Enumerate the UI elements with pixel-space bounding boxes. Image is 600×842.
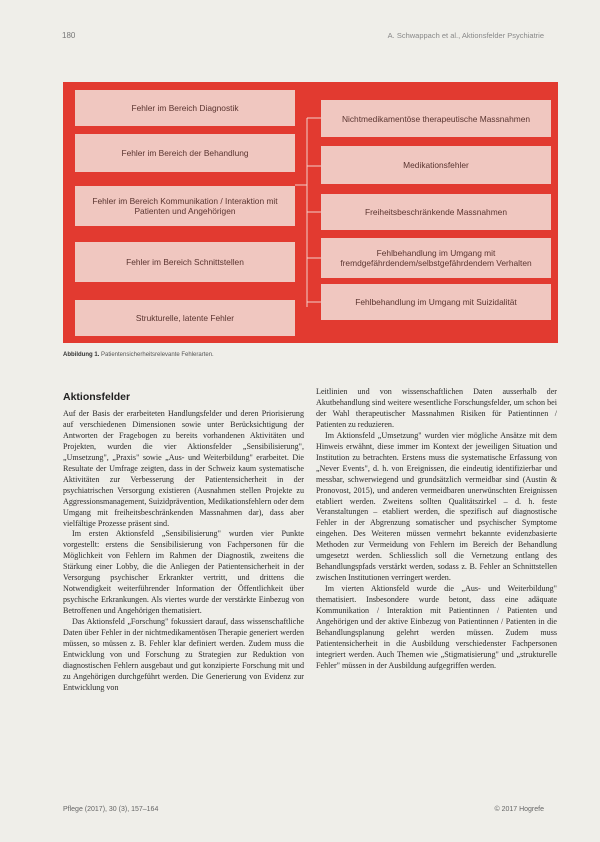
paragraph: Im Aktionsfeld „Umsetzung" wurden vier mögliche Ansätze mit dem Hinweis erwähnt, diese immer im Kontext der jeweiligen Situation und Institution zu betrachten. Erstens muss die systematische Erfassung von „Never Events", d. h. von Ereignissen, die eindeutig identifizierbar und messbar, schwerwiegend und grundsätzlich vermeidbar sind (Austin & Pronovost, 2015), und anderen vermeidbaren unerwünschten Ereignissen etabliert werden. Zweitens sollten Qualitätszirkel – d. h. feste Veranstaltungen – etabliert werden, die spezifisch auf diagnostische Fehler in der Abgrenzung somatischer und psychischer Symptome eingehen. Des Weiteren müssen vermehrt bekannte evidenzbasierte Methoden zur Vermeidung von Fehlern im Bereich der Behandlung umgesetzt werden. Schliesslich soll die Vernetzung entlang des Behandlungspfads verstärkt werden, sodass z. B. Fehler an Schnittstellen zwischen Institutionen verringert werden. xyxy=(316,430,557,583)
figure-error-types xyxy=(63,82,558,343)
caption-label: Abbildung 1. xyxy=(63,352,100,358)
left-column xyxy=(63,409,304,694)
paragraph: Leitlinien und von wissenschaftlichen Daten ausserhalb der Akutbehandlung sind weitere wesentliche Forschungsfelder, um schon bei der Wahl therapeutischer Massnahmen Risiken für Patientinnen / Patienten zu reduzieren. xyxy=(316,387,557,429)
right-box-restraint: Freiheitsbeschränkende Massnahmen xyxy=(321,194,551,230)
right-box-suicidality: Fehlbehandlung im Umgang mit Suizidalität xyxy=(321,284,551,320)
left-box-diagnostics: Fehler im Bereich Diagnostik xyxy=(75,90,295,126)
paragraph: Im vierten Aktionsfeld wurde die „Aus- und Weiterbildung" thematisiert. Insbesondere wurde betont, dass eine adäquate Kommunikation / Interaktion mit Patientinnen / Patienten und Angehörigen und der aktive Einbezug von Patientinnen / Patienten in die Behandlungsplanung gelehrt werden müssen. Zudem muss Patientensicherheit in die Ausbildung verschiedenster Fachpersonen integriert werden. Auch Themen wie „Stigmatisierung" und „strukturelle Fehler" müssen in der Ausbildung aufgegriffen werden. xyxy=(316,584,557,670)
paragraph: Auf der Basis der erarbeiteten Handlungsfelder und deren Priorisierung auf verschiedenen Dimensionen sowie unter Berücksichtigung der Antworten der Fragebogen zu bereits vorhandenen Aktivitäten und Projekten, wurden die vier Aktionsfelder „Sensibilisierung", „Umsetzung", „Praxis" sowie „Aus- und Weiterbildung" erarbeitet. Die Resultate der Umfrage zeigten, dass in der Schweiz kaum systematische Aktivitäten zur Verbesserung der Patientensicherheit in der psychiatrischen Versorgung existieren (Ausnahmen stellen Projekte zu Aggressionsmanagement, Suizidprävention, Medikationsfehlern oder dem Umgang mit freiheitsbeschränkenden Massnahmen dar), dass aber vielfältige Prozesse präsent sind. xyxy=(63,409,304,528)
section-title: Aktionsfelder xyxy=(63,391,131,403)
left-box-structural: Strukturelle, latente Fehler xyxy=(75,300,295,336)
left-box-treatment: Fehler im Bereich der Behandlung xyxy=(75,134,295,172)
caption-text: Patientensicherheitsrelevante Fehlerarten. xyxy=(99,352,214,358)
right-box-harmful-behavior: Fehlbehandlung im Umgang mit fremdgefährdendem/selbstgefährdendem Verhalten xyxy=(321,238,551,278)
right-column xyxy=(316,387,557,672)
right-box-nonmedication: Nichtmedikamentöse therapeutische Massnahmen xyxy=(321,100,551,137)
page-number: 180 xyxy=(62,31,76,40)
figure-caption xyxy=(63,352,214,358)
paragraph: Das Aktionsfeld „Forschung" fokussiert darauf, dass wissenschaftliche Daten über Fehler in der nichtmedikamentösen Therapie generiert werden müssen, so müssen z. B. Fehler klar definiert werden. Zudem muss die Entwicklung von und Forschung zu Strategien zur Reduktion von diagnostischen Fehlern ausgebaut und gut konzipierte Forschung mit und zu Angehörigen durchgeführt werden. Die Generierung von Evidenz zur Entwicklung von xyxy=(63,617,304,692)
footer-copyright: © 2017 Hogrefe xyxy=(494,806,544,813)
right-box-medication: Medikationsfehler xyxy=(321,146,551,184)
paragraph: Im ersten Aktionsfeld „Sensibilisierung" wurden vier Punkte vorgestellt: erstens die Sensibilisierung von Fachpersonen für die Möglichkeit von Fehlern im Rahmen der Diagnostik, zweitens die Stärkung einer Lobby, die die Anliegen der Patientensicherheit in der Versorgung psychischer Erkrankter vertritt, und drittens die Notwendigkeit weiterführender Information der Öffentlichkeit über psychische Erkrankungen. Als viertes wurde der verstärkte Einbezug von Betroffenen und Angehörigen thematisiert. xyxy=(63,529,304,616)
running-title: A. Schwappach et al., Aktionsfelder Psychiatrie xyxy=(387,31,544,40)
footer-citation: Pflege (2017), 30 (3), 157–164 xyxy=(63,806,159,813)
left-box-communication: Fehler im Bereich Kommunikation / Interaktion mit Patienten und Angehörigen xyxy=(75,186,295,226)
left-box-interfaces: Fehler im Bereich Schnittstellen xyxy=(75,242,295,282)
